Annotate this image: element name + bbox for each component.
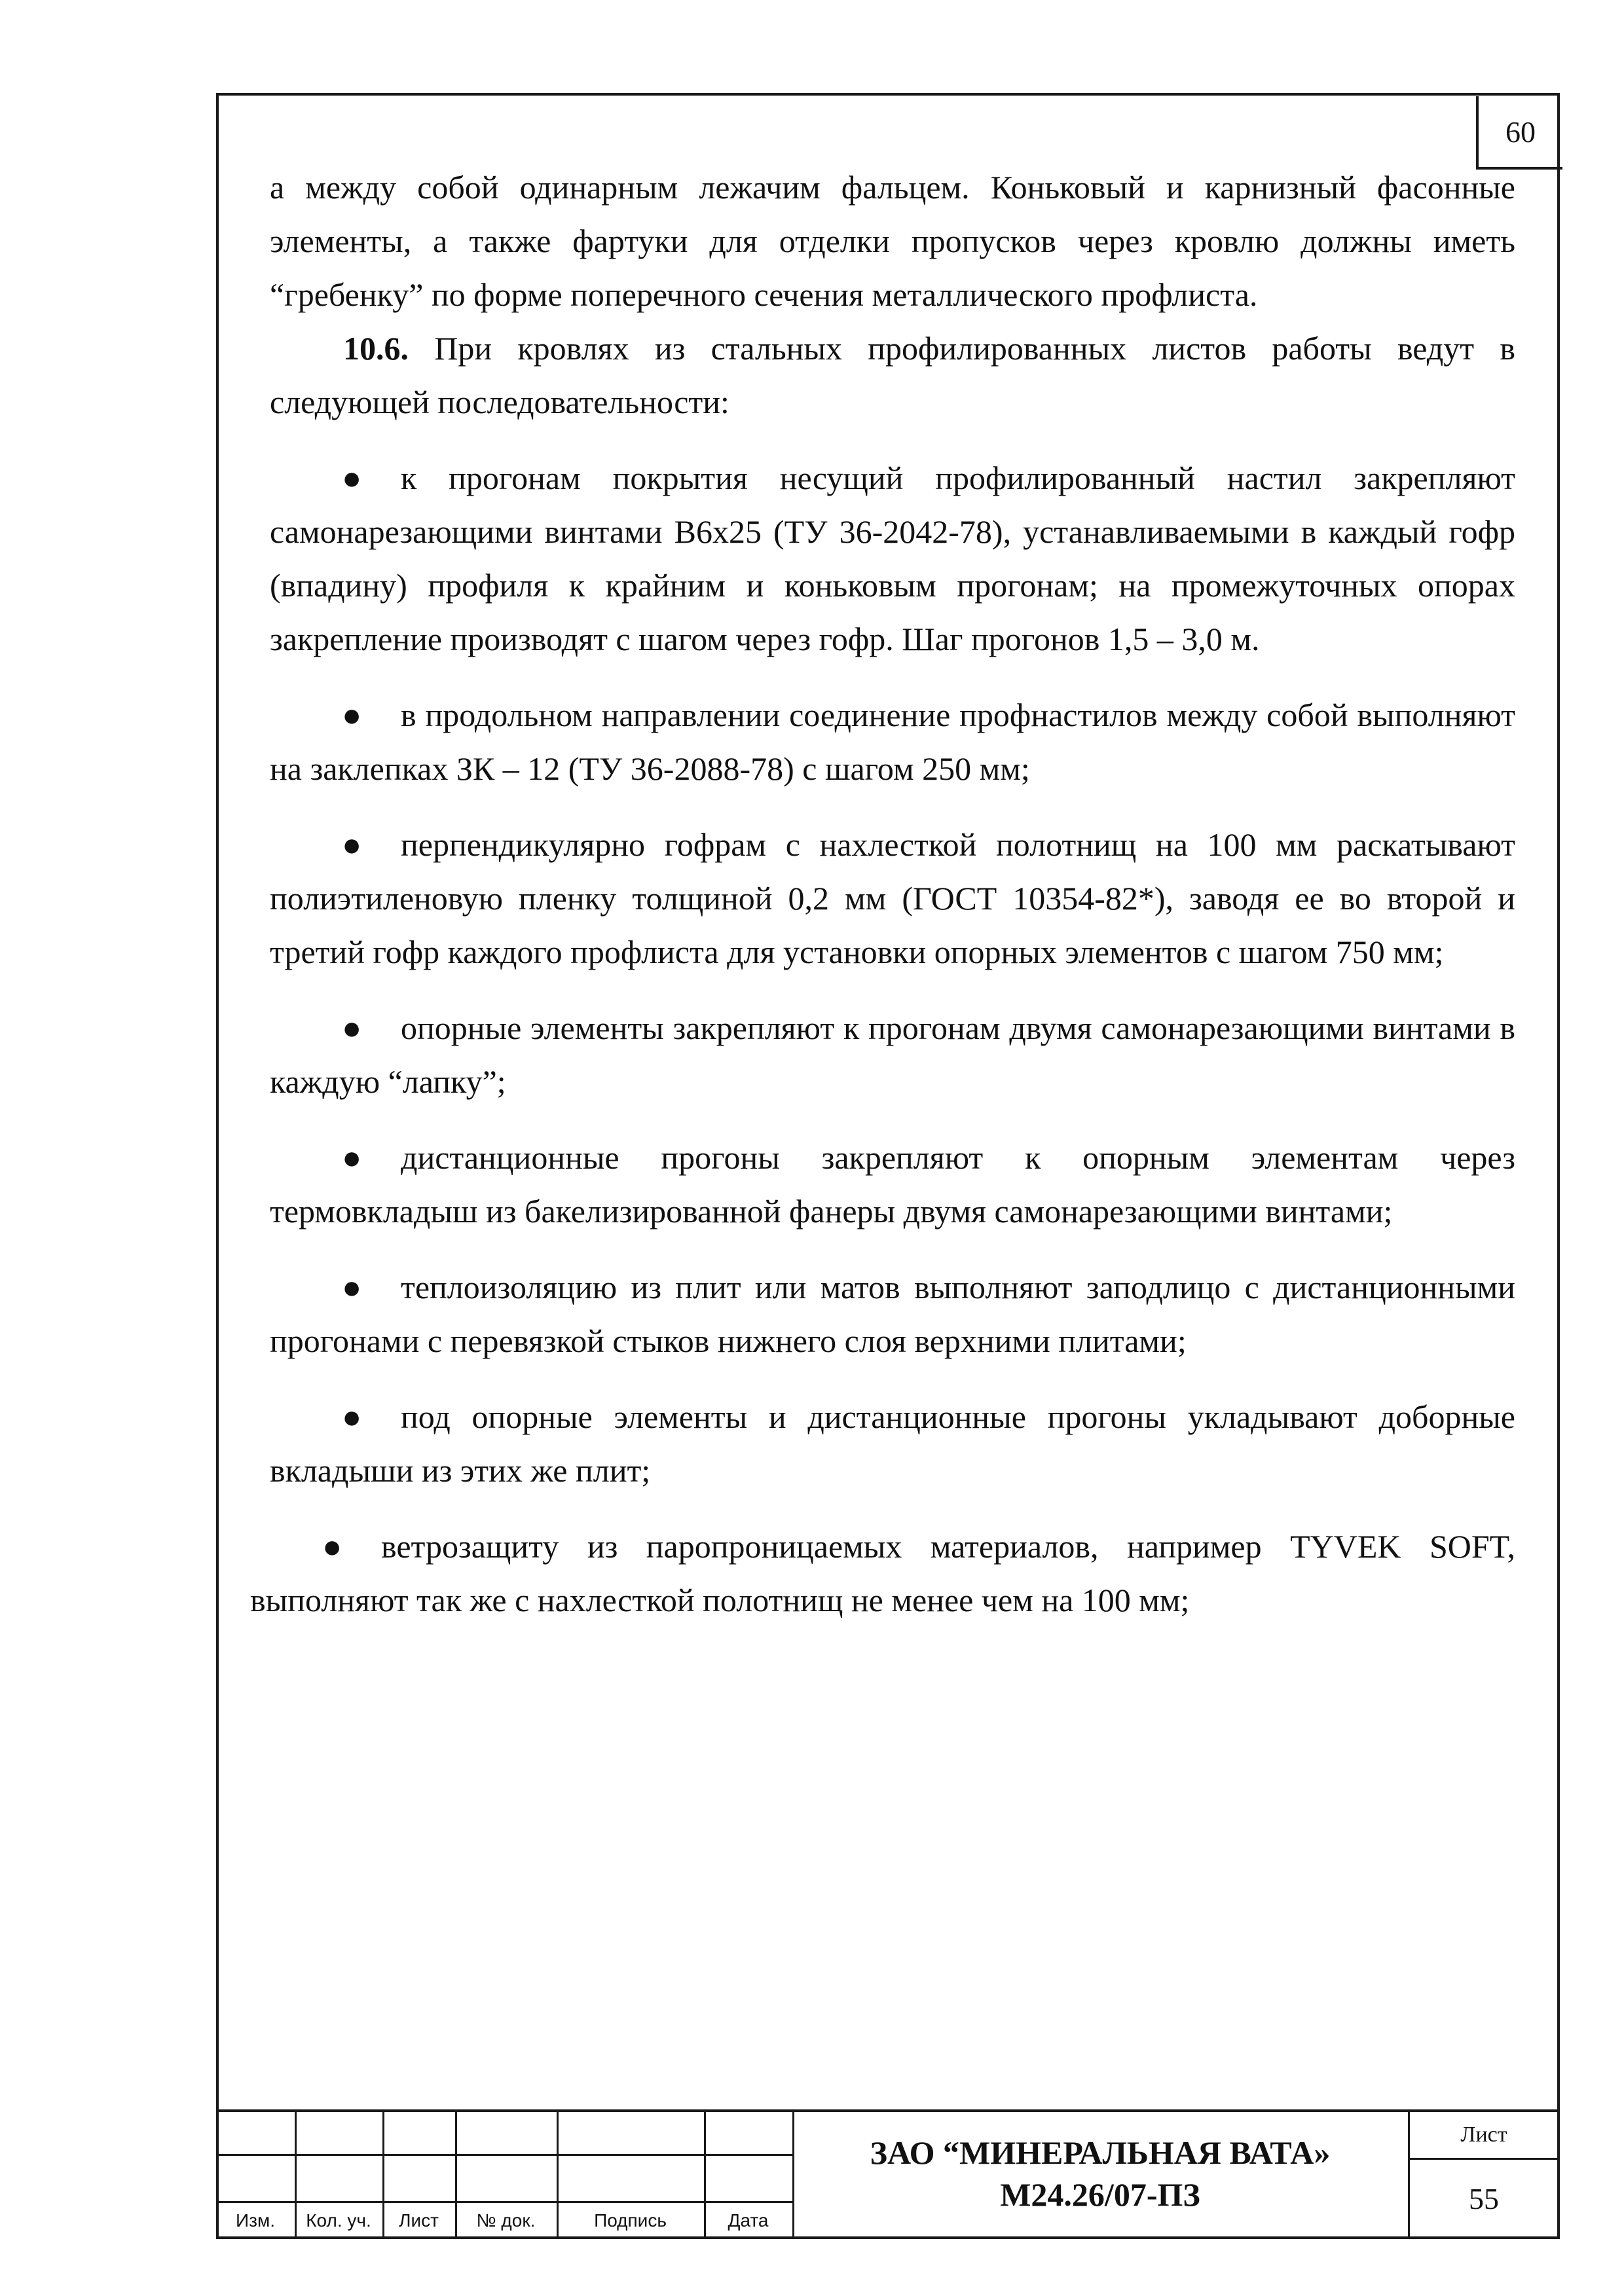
bullet-icon: ●: [342, 1269, 362, 1305]
list-item: [270, 1390, 1515, 1497]
section-paragraph: [270, 321, 1515, 429]
bullet-icon: ●: [342, 697, 362, 733]
section-number: 10.6.: [343, 330, 409, 367]
list-item-text: ветрозащиту из паропроницаемых материалов, например TYVEK SOFT, выполняют так же с нахлесткой полотнищ не менее чем на 100 мм;: [250, 1528, 1515, 1618]
list-item-text: в продольном направлении соединение профнастилов между собой выполняют на заклепках ЗК – 12 (ТУ 36-2088-78) с шагом 250 мм;: [270, 697, 1515, 787]
document-body: [250, 160, 1515, 1627]
list-item: [270, 1131, 1515, 1238]
list-item-text: перпендикулярно гофрам с нахлесткой полотнищ на 100 мм раскатывают полиэтиленовую пленку толщиной 0,2 мм (ГОСТ 10354-82*), заводя ее во второй и третий гофр каждого профлиста для установки опорных элементов с шагом 750 мм;: [270, 826, 1515, 970]
bullet-icon: ●: [342, 1398, 362, 1435]
stamp-row-line: [216, 2154, 792, 2156]
intro-paragraph: а между собой одинарным лежачим фальцем. Коньковый и карнизный фасонные элементы, а также фартуки для отделки пропусков через кровлю должны иметь “гребенку” по форме поперечного сечения металлического профлиста.: [270, 169, 1515, 313]
stamp-header-signature: Подпись: [594, 2210, 667, 2231]
organization-name: ЗАО “МИНЕРАЛЬНАЯ ВАТА»: [870, 2134, 1331, 2171]
list-item-text: опорные элементы закрепляют к прогонам двумя самонарезающими винтами в каждую “лапку”;: [270, 1010, 1515, 1100]
list-item: [250, 1520, 1515, 1627]
bullet-icon: ●: [322, 1528, 342, 1565]
list-item: [270, 1260, 1515, 1368]
sheet-number: 55: [1469, 2181, 1499, 2215]
stamp-header-izm: Изм.: [236, 2210, 275, 2231]
stamp-header-kol-uch: Кол. уч.: [306, 2210, 371, 2231]
list-item: [270, 688, 1515, 795]
document-code: М24.26/07-ПЗ: [1000, 2176, 1200, 2213]
list-item: [270, 1001, 1515, 1108]
list-item: [270, 818, 1515, 979]
stamp-header-list: Лист: [399, 2210, 439, 2231]
page-number: 60: [1476, 96, 1562, 170]
list-item-text: к прогонам покрытия несущий профилированный настил закрепляют самонарезающими винтами В6х25 (ТУ 36-2042-78), устанавливаемыми в каждый гофр (впадину) профиля к крайним и коньковым прогонам; на промежуточных опорах закрепление производят с шагом через гофр. Шаг прогонов 1,5 – 3,0 м.: [270, 460, 1515, 657]
list-item-text: дистанционные прогоны закрепляют к опорным элементам через термовкладыш из бакелизированной фанеры двумя самонарезающими винтами;: [270, 1139, 1515, 1230]
stamp-header-date: Дата: [728, 2210, 769, 2231]
list-item-text: под опорные элементы и дистанционные прогоны укладывают доборные вкладыши из этих же плит;: [270, 1398, 1515, 1489]
list-item: [270, 451, 1515, 666]
section-text: При кровлях из стальных профилированных листов работы ведут в следующей последовательности:: [270, 330, 1515, 420]
bullet-icon: ●: [342, 460, 362, 496]
stamp-organization: [792, 2132, 1408, 2215]
bullet-icon: ●: [342, 1139, 362, 1176]
stamp-header-doc-no: № док.: [476, 2210, 536, 2231]
sheet-label: Лист: [1460, 2123, 1507, 2147]
title-block: [216, 2109, 1560, 2239]
bullet-icon: ●: [342, 826, 362, 863]
list-item-text: теплоизоляцию из плит или матов выполняют заподлицо с дистанционными прогонами с перевязкой стыков нижнего слоя верхними плитами;: [270, 1269, 1515, 1359]
bullet-icon: ●: [342, 1010, 362, 1046]
